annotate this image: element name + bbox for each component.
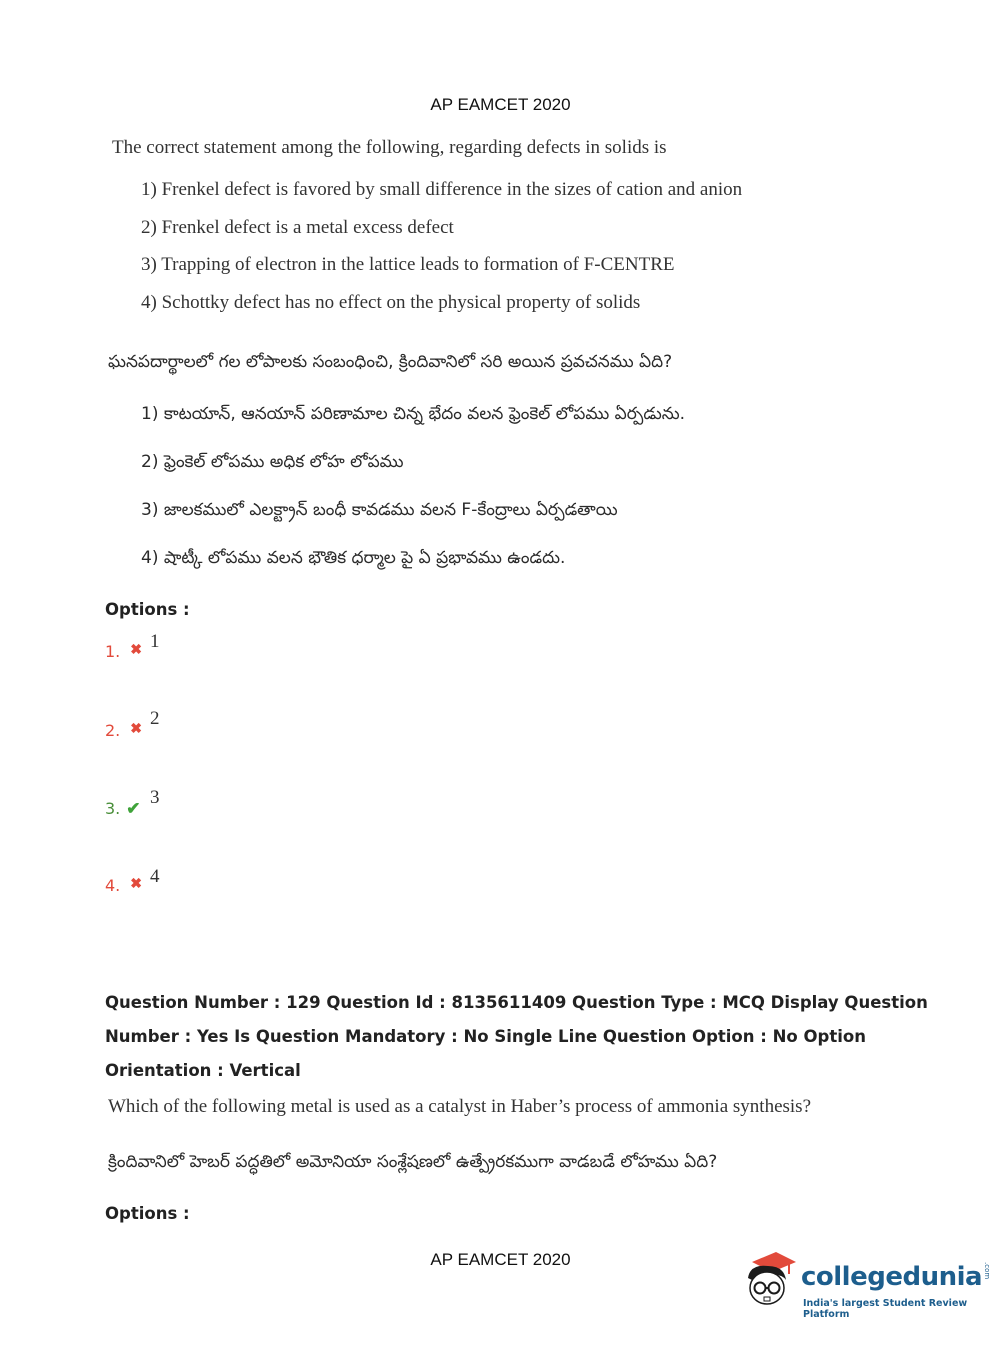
logo-mascot-icon <box>742 1248 798 1312</box>
cross-icon: ✖ <box>130 722 142 737</box>
logo-suffix: .com <box>983 1262 992 1280</box>
option-2[interactable] <box>105 721 142 741</box>
question2-stem-english: Which of the following metal is used as a catalyst in Haber’s process of ammonia synthesis? <box>108 1096 811 1117</box>
telugu-option-2: 2) ఫ్రెంకెల్ లోపము అధిక లోహ లోపము <box>141 452 404 472</box>
telugu-option-3: 3) జాలకములో ఎలక్ట్రాన్ బంధీ కావడము వలన F-కేంద్రాలు ఏర్పడతాయి <box>141 500 618 520</box>
option-value: 1 <box>150 631 160 652</box>
english-option-3: 3) Trapping of electron in the lattice leads to formation of F-CENTRE <box>141 254 675 275</box>
option-value: 4 <box>150 866 160 887</box>
logo-tagline: India's largest Student Review Platform <box>803 1298 968 1320</box>
telugu-option-4: 4) షాట్కీ లోపము వలన భౌతిక ధర్మాల పై ఏ ప్రభావము ఉండదు. <box>141 548 566 568</box>
options-heading-2: Options : <box>105 1204 190 1223</box>
question-stem-telugu: ఘనపదార్థాలలో గల లోపాలకు సంబంధించి, క్రిందివానిలో సరి అయిన ప్రవచనము ఏది? <box>108 352 673 372</box>
english-option-1: 1) Frenkel defect is favored by small difference in the sizes of cation and anion <box>141 179 743 200</box>
question-stem-english: The correct statement among the following, regarding defects in solids is <box>112 137 667 158</box>
telugu-option-1: 1) కాటయాన్, ఆనయాన్ పరిణామాల చిన్న భేదం వలన ఫ్రెంకెల్ లోపము ఏర్పడును. <box>141 404 686 424</box>
option-number: 2. <box>105 721 121 740</box>
option-number: 3. <box>105 799 121 818</box>
english-option-2: 2) Frenkel defect is a metal excess defect <box>141 217 454 238</box>
option-value: 2 <box>150 708 160 729</box>
option-1[interactable] <box>105 642 142 662</box>
cross-icon: ✖ <box>130 877 142 892</box>
option-number: 4. <box>105 876 121 895</box>
question-meta-line-3: Orientation : Vertical <box>105 1061 301 1080</box>
cross-icon: ✖ <box>130 643 142 658</box>
option-3[interactable] <box>105 799 141 819</box>
option-number: 1. <box>105 642 121 661</box>
logo-name: collegedunia <box>801 1262 983 1292</box>
english-option-4: 4) Schottky defect has no effect on the physical property of solids <box>141 292 641 313</box>
page-footer: AP EAMCET 2020 <box>430 1250 571 1269</box>
logo-wordmark <box>801 1262 991 1292</box>
option-value: 3 <box>150 787 160 808</box>
page-header: AP EAMCET 2020 <box>430 95 571 114</box>
question-meta-line-2: Number : Yes Is Question Mandatory : No Single Line Question Option : No Option <box>105 1027 866 1046</box>
question2-stem-telugu: క్రిందివానిలో హెబర్ పద్ధతిలో అమోనియా సంశ్లేషణలో ఉత్ప్రేరకముగా వాడబడే లోహము ఏది? <box>108 1152 718 1172</box>
check-icon: ✔ <box>126 799 141 818</box>
question-meta-line-1: Question Number : 129 Question Id : 8135611409 Question Type : MCQ Display Question <box>105 993 928 1012</box>
options-heading: Options : <box>105 600 190 619</box>
option-4[interactable] <box>105 876 142 896</box>
